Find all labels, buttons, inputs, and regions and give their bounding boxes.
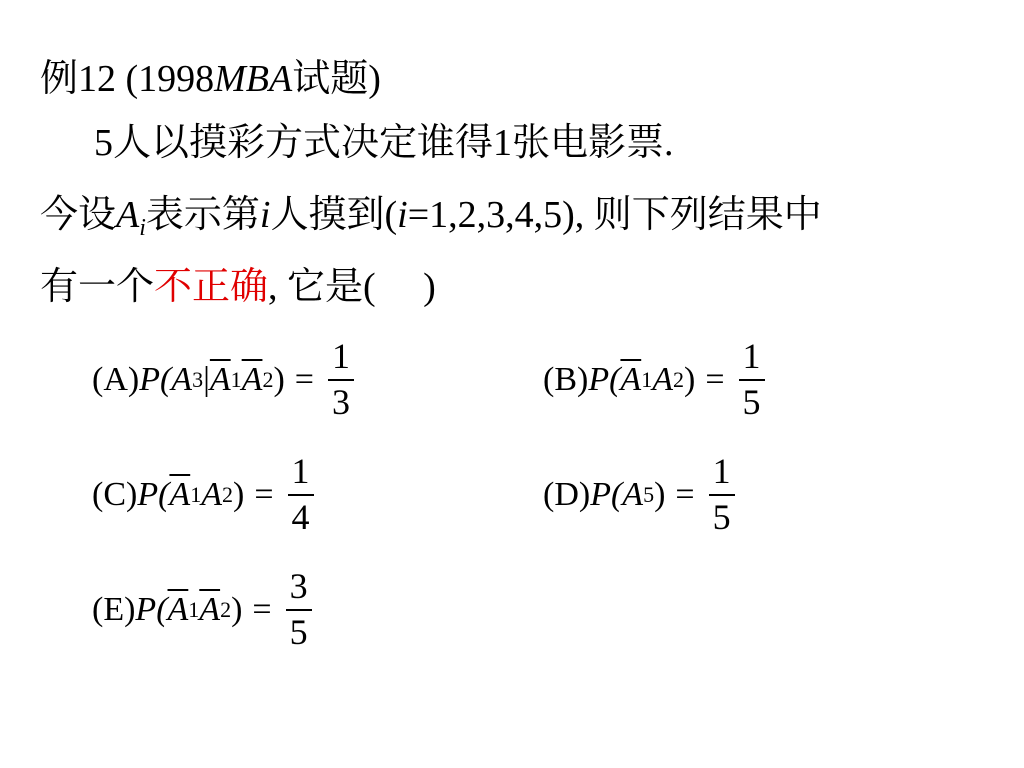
option-e: (E) P( $\overline{A}$ 1 $\overline{A}$ 2 ) = $\frac{3}{5}$ xyxy=(92,560,312,660)
option-c: (C) P( $\overline{A}$ 1 A 2 ) = $\frac{1}{4}$ xyxy=(92,445,314,545)
fraction: $\frac{1}{3}$ xyxy=(328,337,354,422)
problem-question: 有一个不正确, 它是( ) xyxy=(40,266,436,308)
problem-statement: 5人以摸彩方式决定谁得1张电影票. xyxy=(94,122,674,164)
option-d: (D) P(A 5 ) = $\frac{1}{5}$ xyxy=(543,445,735,545)
option-a: (A) P(A 3 | $\overline{A}$ 1 $\overline{A}$ 2 ) = $\frac{1}{3}$ xyxy=(92,330,354,430)
fraction: $\frac{1}{4}$ xyxy=(288,452,314,537)
fraction: $\frac{1}{5}$ xyxy=(709,452,735,537)
fraction: $\frac{3}{5}$ xyxy=(286,567,312,652)
problem-title: 例12 (1998MBA试题) xyxy=(40,58,381,100)
option-b: (B) P( $\overline{A}$ 1 A 2 ) = $\frac{1}{5}$ xyxy=(543,330,765,430)
problem-definition: 今设$A_i$表示第i人摸到(i=1,2,3,4,5), 则下列结果中 xyxy=(40,194,822,241)
emphasis-incorrect: 不正确 xyxy=(154,266,269,308)
fraction: $\frac{1}{5}$ xyxy=(739,337,765,422)
